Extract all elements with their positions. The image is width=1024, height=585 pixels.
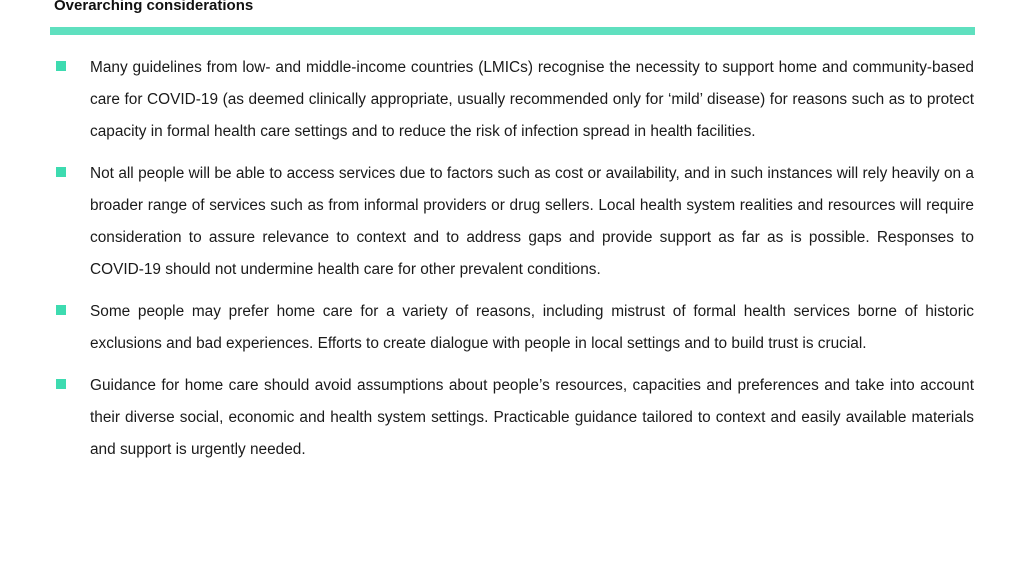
section-heading: Overarching considerations (54, 0, 254, 14)
square-bullet-icon (56, 305, 66, 315)
list-item (54, 296, 974, 360)
considerations-list (54, 52, 974, 476)
square-bullet-icon (56, 379, 66, 389)
square-bullet-icon (56, 61, 66, 71)
list-item (54, 370, 974, 466)
square-bullet-icon (56, 167, 66, 177)
list-item (54, 52, 974, 148)
list-item (54, 158, 974, 286)
list-item-text: Many guidelines from low- and middle-income countries (LMICs) recognise the necessity to support home and community-based care for COVID-19 (as deemed clinically appropriate, usually recommended only for ‘mild’ disease) for reasons such as to protect capacity in formal health care settings and to reduce the risk of infection spread in health facilities. (90, 59, 974, 140)
list-item-text: Guidance for home care should avoid assumptions about people’s resources, capacities and preferences and take into account their diverse social, economic and health system settings. Practicable guidance tailored to context and easily available materials and support is urgently needed. (90, 377, 974, 458)
heading-underline-rule (50, 27, 975, 35)
list-item-text: Some people may prefer home care for a variety of reasons, including mistrust of formal health services borne of historic exclusions and bad experiences. Efforts to create dialogue with people in local settings and to build trust is crucial. (90, 303, 974, 352)
list-item-text: Not all people will be able to access services due to factors such as cost or availability, and in such instances will rely heavily on a broader range of services such as from informal providers or drug sellers. Local health system realities and resources will require consideration to assure relevance to context and to address gaps and provide support as far as is possible. Responses to COVID-19 should not undermine health care for other prevalent conditions. (90, 165, 974, 278)
